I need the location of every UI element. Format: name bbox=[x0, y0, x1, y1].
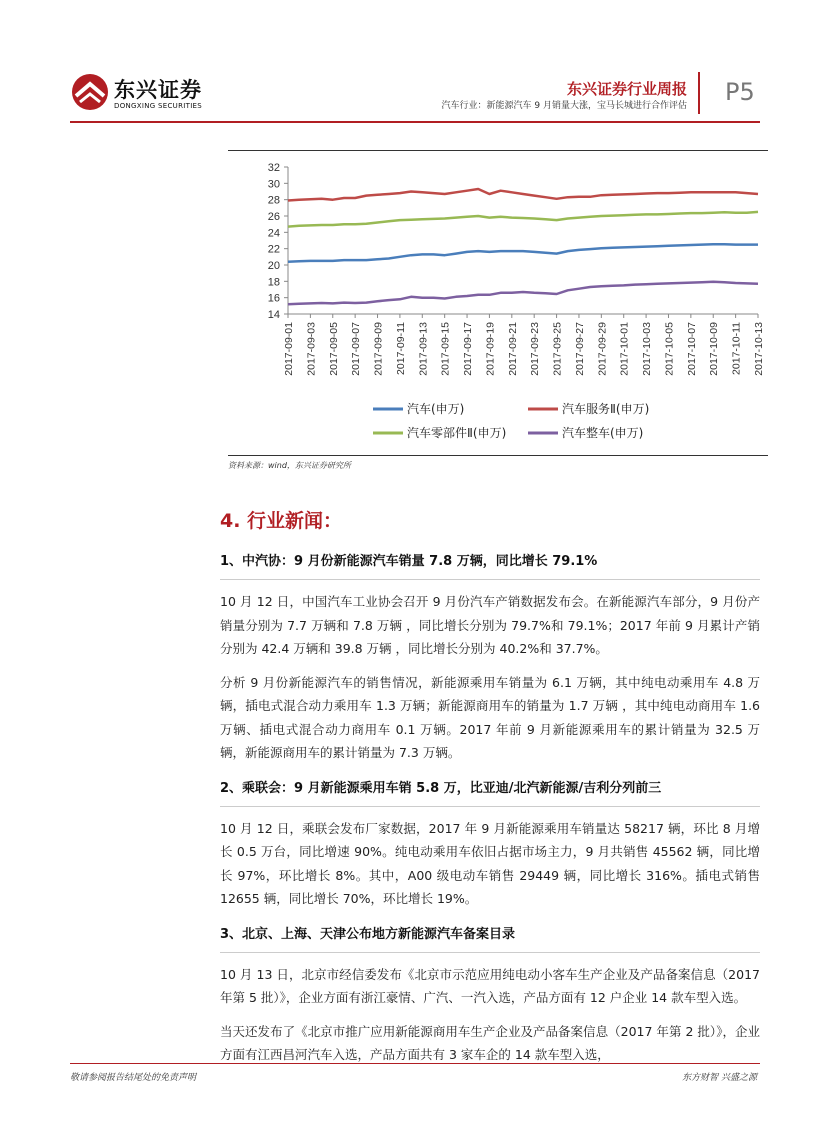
page-header bbox=[0, 0, 827, 140]
news-heading-2: 2、乘联会：9 月新能源乘用车销 5.8 万，比亚迪/北汽新能源/吉利分列前三 bbox=[220, 777, 760, 807]
series-line bbox=[288, 282, 758, 305]
x-tick-label: 2017-09-29 bbox=[596, 322, 609, 376]
x-tick-label: 2017-09-15 bbox=[439, 322, 452, 376]
news-heading-3: 3、北京、上海、天津公布地方新能源汽车备案目录 bbox=[220, 923, 760, 953]
series-line bbox=[288, 244, 758, 262]
chart-canvas bbox=[228, 151, 768, 451]
x-tick-label: 2017-09-05 bbox=[327, 322, 340, 376]
legend-label: 汽车零部件Ⅱ(申万) bbox=[407, 426, 507, 440]
report-subtitle: 汽车行业：新能源汽车 9 月销量大涨，宝马长城进行合作评估 bbox=[441, 101, 687, 111]
x-tick-label: 2017-10-01 bbox=[618, 322, 631, 376]
x-tick-label: 2017-10-11 bbox=[730, 321, 743, 375]
logo-chinese-name: 东兴证券 bbox=[114, 78, 202, 102]
x-tick-label: 2017-10-05 bbox=[663, 322, 676, 376]
x-tick-label: 2017-09-09 bbox=[372, 322, 385, 376]
chart-source: 资料来源：wind，东兴证券研究所 bbox=[228, 455, 768, 471]
y-tick-label: 30 bbox=[267, 178, 280, 191]
y-tick-label: 14 bbox=[267, 309, 280, 321]
y-tick-label: 22 bbox=[267, 243, 280, 256]
x-tick-label: 2017-09-19 bbox=[484, 322, 497, 376]
x-tick-label: 2017-10-09 bbox=[708, 322, 721, 376]
legend-label: 汽车(申万) bbox=[407, 402, 465, 416]
news-content bbox=[220, 538, 760, 1077]
y-tick-label: 24 bbox=[267, 227, 280, 240]
news-paragraph: 当天还发布了《北京市推广应用新能源商用车生产企业及产品备案信息（2017 年第 2 批）》，企业方面有江西昌河汽车入选，产品方面共有 3 家车企的 14 款车型入选， bbox=[220, 1023, 760, 1062]
y-tick-label: 18 bbox=[267, 276, 280, 289]
x-tick-label: 2017-09-01 bbox=[283, 322, 295, 376]
news-paragraph: 10 月 13 日，北京市经信委发布《北京市示范应用纯电动小客车生产企业及产品备案信息（2017 年第 5 批）》，企业方面有浙江豪情、广汽、一汽入选，产品方面有 12 户企业 14 款车型入选。 bbox=[220, 966, 760, 1005]
company-logo bbox=[70, 72, 203, 116]
x-tick-label: 2017-10-03 bbox=[641, 322, 654, 376]
header-rule bbox=[70, 121, 760, 123]
news-paragraph: 分析 9 月份新能源汽车的销售情况，新能源乘用车销量为 6.1 万辆，其中纯电动乘用车 4.8 万辆，插电式混合动力乘用车 1.3 万辆；新能源商用车的销量为 1.7 万辆 ，其中纯电动商用车 1.6 万辆、插电式混合动力商用车 0.1 万辆。2017 年前 9 月新能源乘用车的累计销量为 32.5 万辆，新能源商用车的累计销量为 7.3 万辆。 bbox=[220, 674, 760, 760]
dongxing-logo-icon bbox=[70, 72, 110, 112]
legend-label: 汽车服务Ⅱ(申万) bbox=[562, 402, 650, 416]
legend-label: 汽车整车(申万) bbox=[562, 426, 644, 440]
y-tick-label: 16 bbox=[267, 292, 280, 305]
y-tick-label: 28 bbox=[267, 194, 280, 207]
x-tick-label: 2017-09-17 bbox=[462, 322, 475, 376]
x-tick-label: 2017-09-27 bbox=[573, 322, 586, 376]
x-tick-label: 2017-09-07 bbox=[350, 322, 363, 376]
header-divider bbox=[698, 72, 700, 114]
page-number: P5 bbox=[725, 78, 755, 106]
x-tick-label: 2017-10-07 bbox=[685, 322, 698, 376]
x-tick-label: 2017-09-11 bbox=[394, 322, 407, 375]
logo-english-name: DONGXING SECURITIES bbox=[114, 102, 203, 110]
index-line-chart bbox=[228, 150, 768, 451]
news-paragraph: 10 月 12 日，乘联会发布厂家数据，2017 年 9 月新能源乘用车销量达 58217 辆，环比 8 月增长 0.5 万台，同比增速 90%。纯电动乘用车依旧占据市场主力，9 月共销售 45562 辆，同比增长 97%，环比增长 8%。其中，A00 级电动车销售 29449 辆，同比增长 316%。插电式销售 12655 辆，同比增长 70%，环比增长 19%。 bbox=[220, 820, 760, 906]
footer-disclaimer: 敬请参阅报告结尾处的免责声明 bbox=[70, 1073, 197, 1083]
x-tick-label: 2017-09-25 bbox=[551, 322, 564, 376]
x-tick-label: 2017-09-13 bbox=[417, 322, 430, 376]
series-line bbox=[288, 189, 758, 201]
footer-rule bbox=[70, 1063, 760, 1064]
y-tick-label: 26 bbox=[267, 211, 280, 223]
section-title: 4. 行业新闻： bbox=[220, 510, 343, 532]
series-line bbox=[288, 212, 758, 227]
x-tick-label: 2017-09-23 bbox=[529, 322, 542, 376]
y-tick-label: 20 bbox=[267, 260, 280, 272]
y-tick-label: 32 bbox=[267, 162, 280, 174]
x-tick-label: 2017-10-13 bbox=[753, 322, 765, 376]
x-tick-label: 2017-09-03 bbox=[305, 322, 318, 376]
footer-slogan: 东方财智 兴盛之源 bbox=[682, 1073, 757, 1083]
news-heading-1: 1、中汽协：9 月份新能源汽车销量 7.8 万辆，同比增长 79.1% bbox=[220, 550, 760, 580]
report-title: 东兴证券行业周报 bbox=[566, 80, 687, 98]
x-tick-label: 2017-09-21 bbox=[506, 322, 519, 376]
news-paragraph: 10 月 12 日，中国汽车工业协会召开 9 月份汽车产销数据发布会。在新能源汽车部分，9 月份产销量分别为 7.7 万辆和 7.8 万辆 ，同比增长分别为 79.7%和 79.1%；2017 年前 9 月累计产销分别为 42.4 万辆和 39.8 万辆 ，同比增长分别为 40.2%和 37.7%。 bbox=[220, 594, 760, 656]
